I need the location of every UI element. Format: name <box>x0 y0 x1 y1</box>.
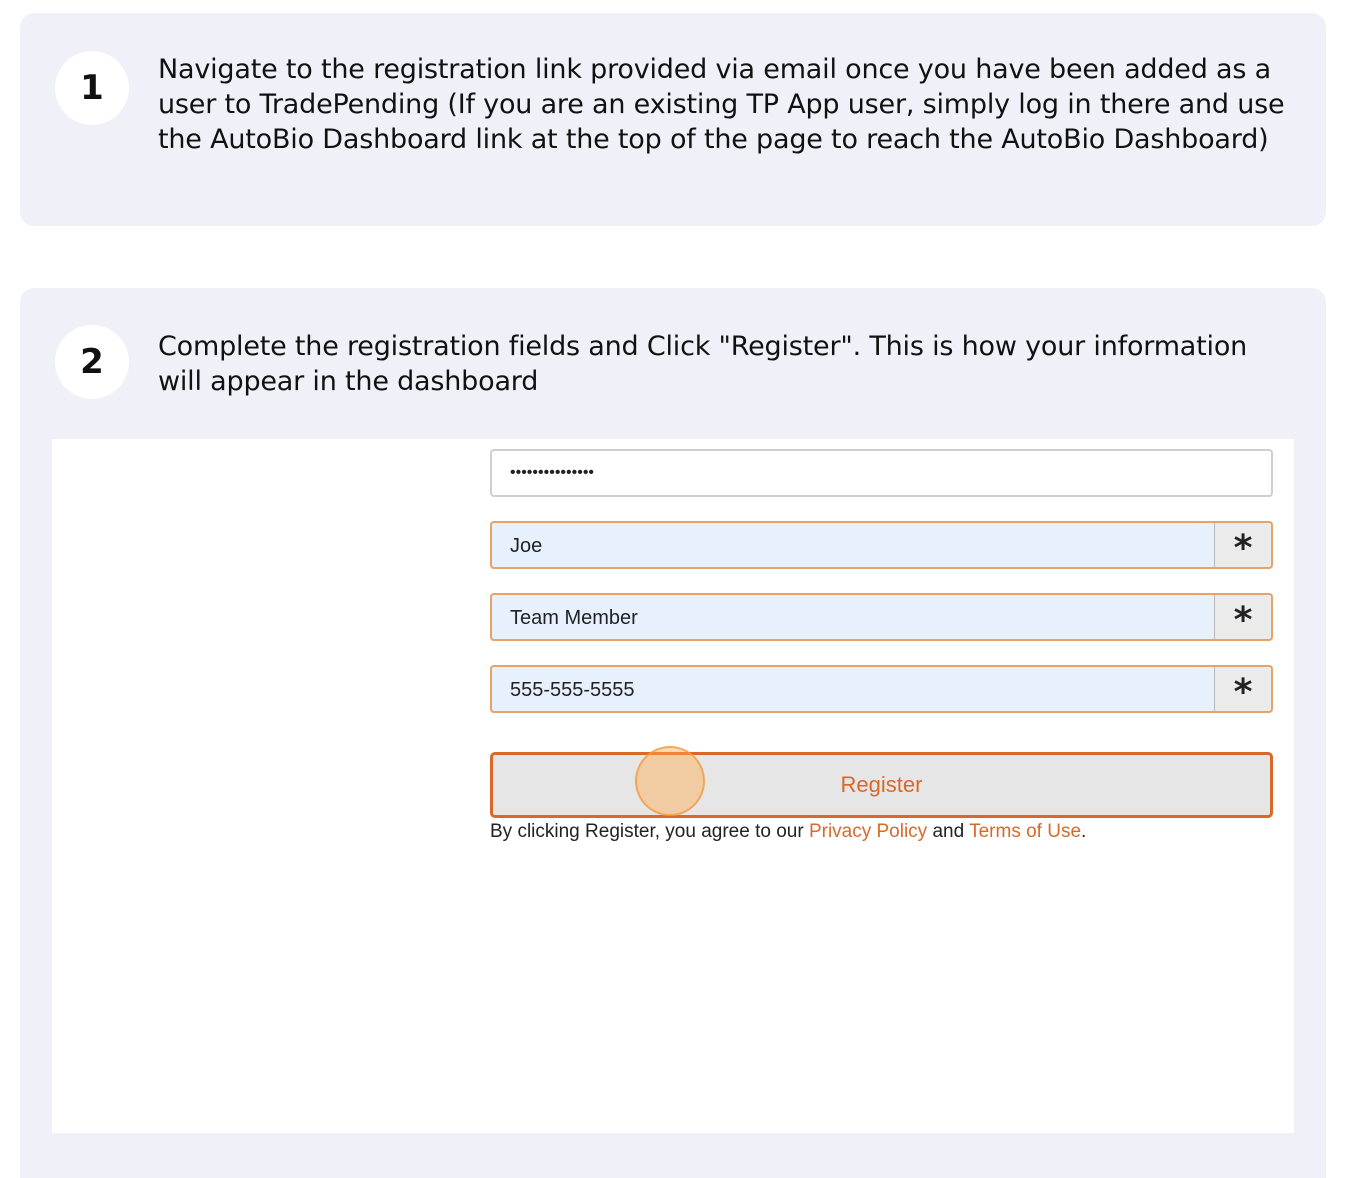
first-name-input-value: Joe <box>510 535 543 557</box>
legal-prefix-text: By clicking Register, you agree to our <box>490 821 809 842</box>
password-input-value: ••••••••••••••• <box>510 464 595 481</box>
terms-of-use-link[interactable]: Terms of Use <box>969 821 1082 842</box>
step-card-1 <box>20 13 1326 226</box>
step-card-2 <box>20 288 1326 1178</box>
privacy-policy-link[interactable]: Privacy Policy <box>808 821 928 842</box>
step-instruction-text: Navigate to the registration link provided via email once you have been added as a user to TradePending (If you are an existing TP App user, simply log in there and use the AutoBio Dashboard link at the top of the page to reach the AutoBio Dashboard) <box>158 54 1285 155</box>
register-button[interactable]: Register <box>490 752 1273 818</box>
required-asterisk-icon: * <box>1214 595 1271 639</box>
registration-form-screenshot <box>52 439 1294 1133</box>
step-number-badge: 2 <box>55 325 129 399</box>
last-name-input[interactable] <box>490 593 1273 641</box>
required-asterisk-icon: * <box>1214 667 1271 711</box>
last-name-input-value: Team Member <box>510 607 638 629</box>
password-input[interactable] <box>490 449 1273 497</box>
phone-input[interactable] <box>490 665 1273 713</box>
legal-agreement-text <box>490 821 1086 843</box>
step-number-badge: 1 <box>55 51 129 125</box>
legal-middle-text: and <box>927 821 970 842</box>
phone-input-value: 555-555-5555 <box>510 679 635 701</box>
required-asterisk-icon: * <box>1214 523 1271 567</box>
legal-suffix-text: . <box>1081 821 1087 842</box>
first-name-input[interactable] <box>490 521 1273 569</box>
step-instruction-text: Complete the registration fields and Click "Register". This is how your information will appear in the dashboard <box>158 331 1248 397</box>
